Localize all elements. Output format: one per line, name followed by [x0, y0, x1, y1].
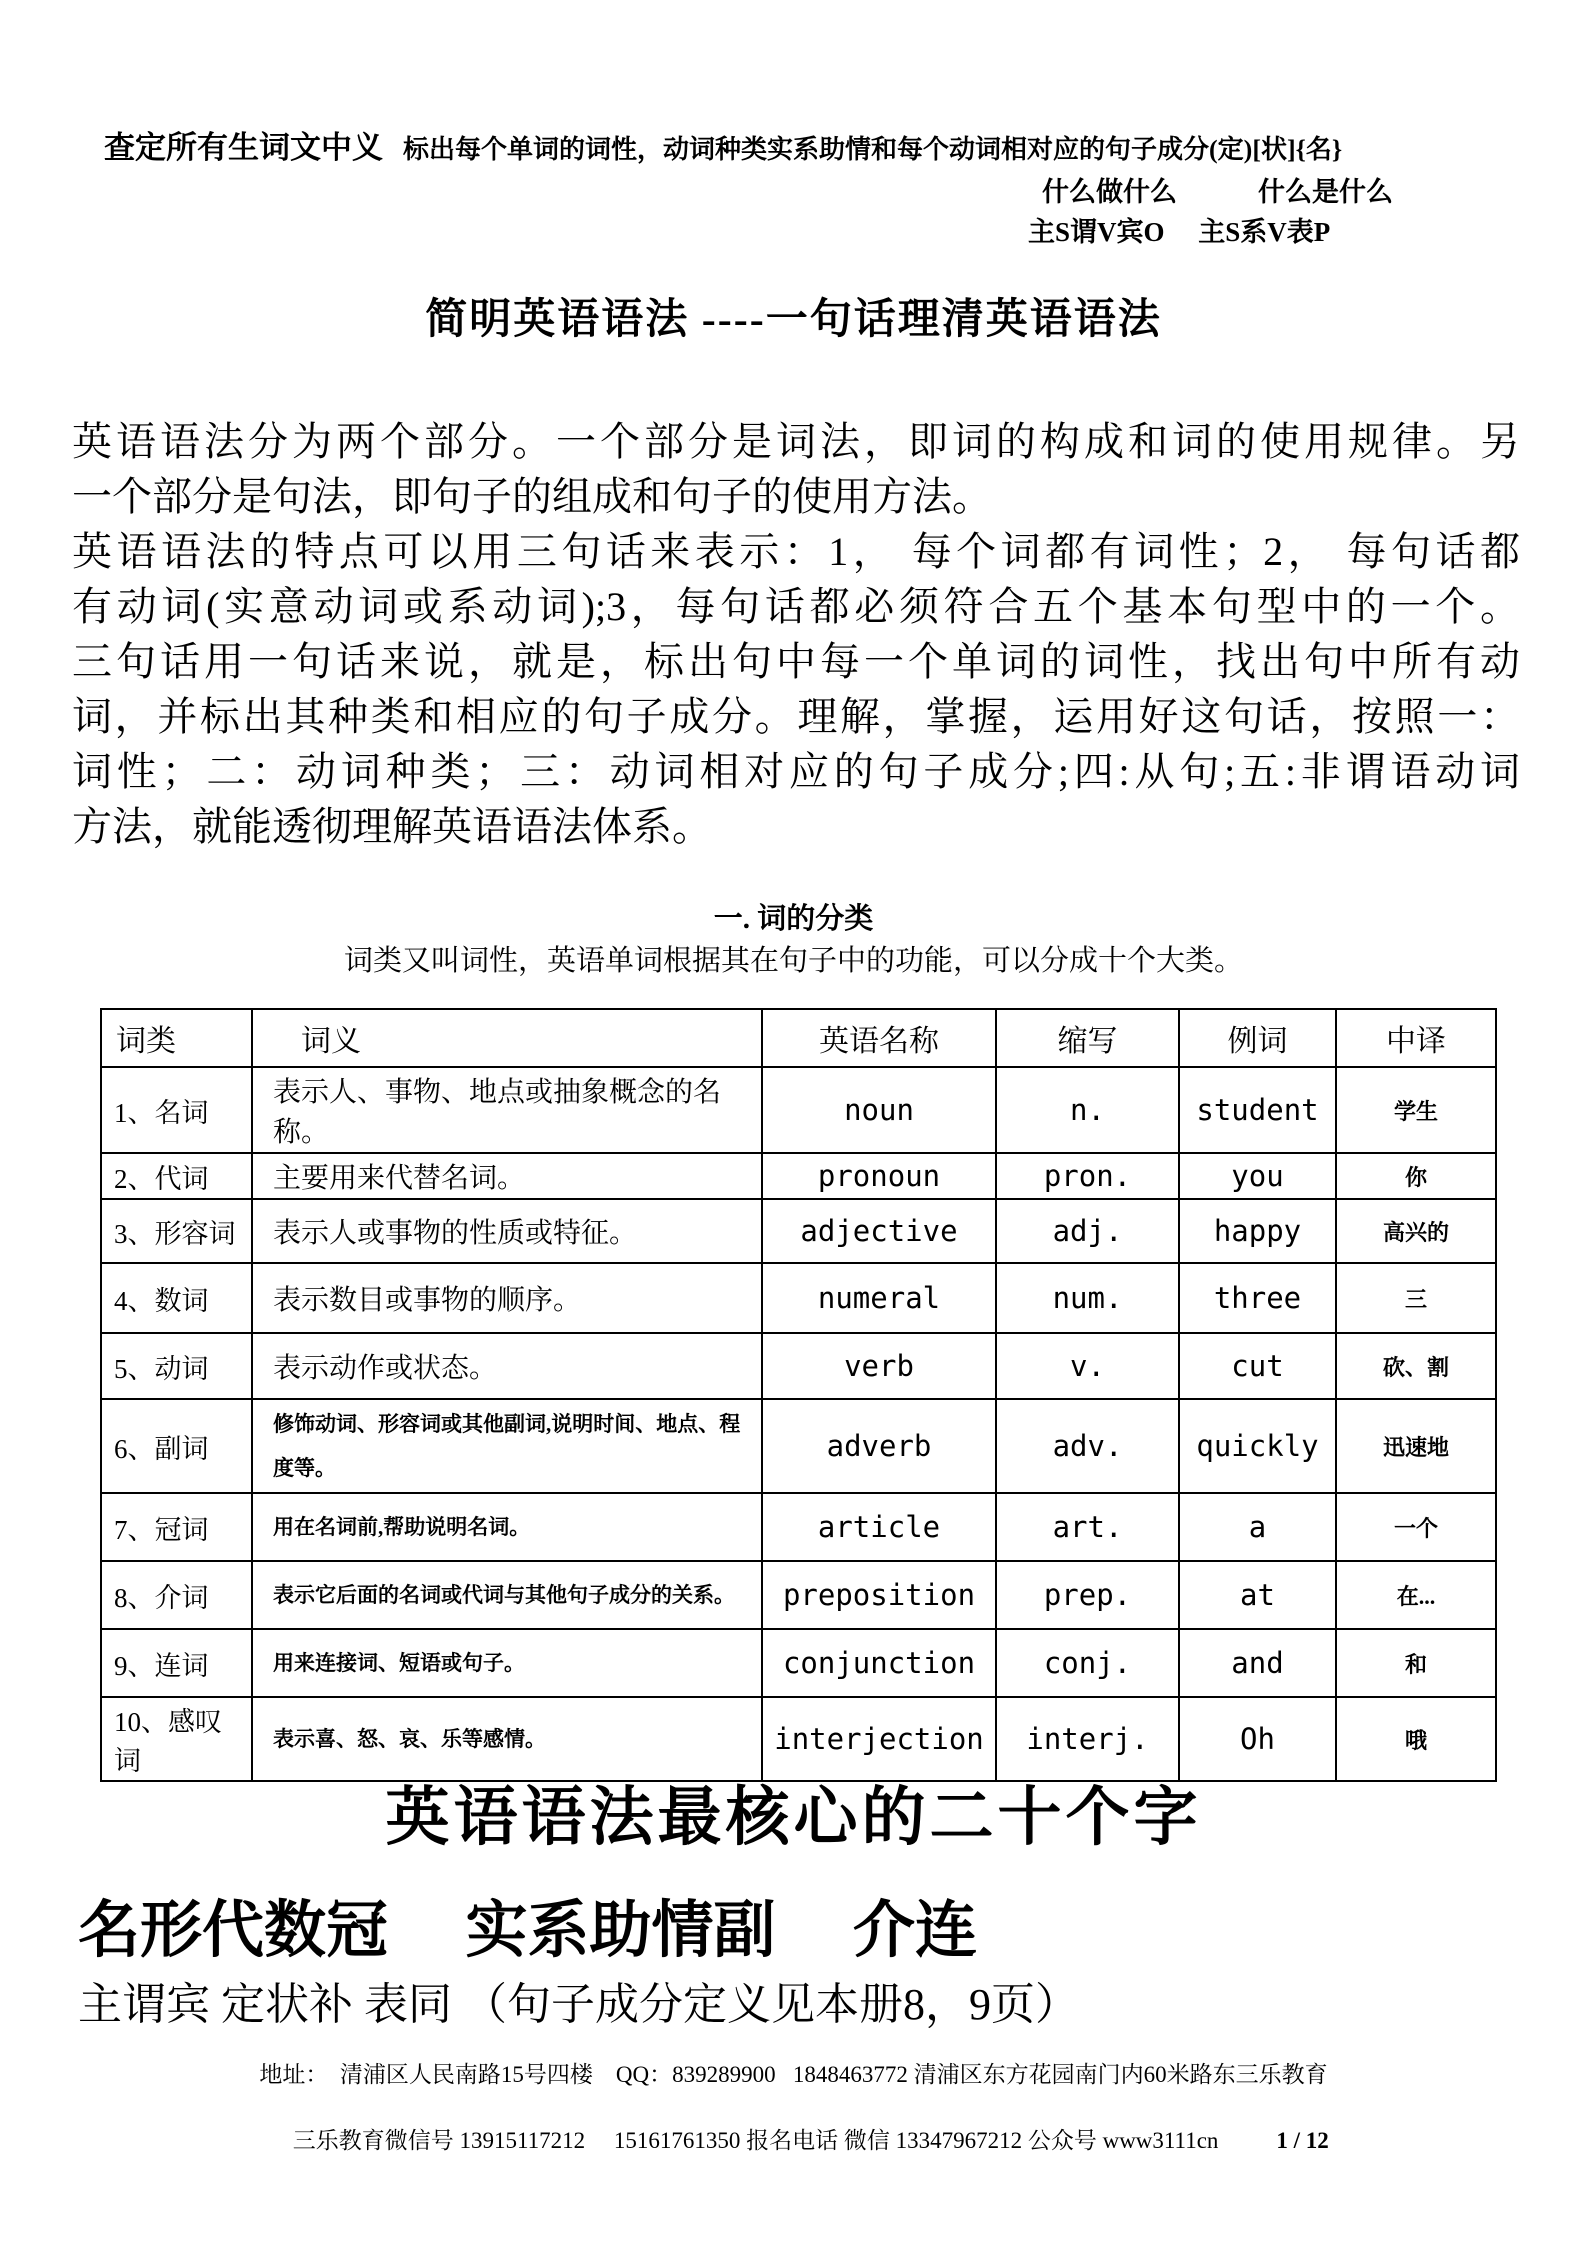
english-name-cell: conjunction: [762, 1629, 996, 1697]
chinese-translation-cell: 和: [1336, 1629, 1496, 1697]
abbreviation-cell: adv.: [996, 1399, 1179, 1493]
chinese-translation-cell: 三: [1336, 1263, 1496, 1333]
word-class-cell: 10、感叹词: [101, 1697, 252, 1781]
word-class-cell: 1、名词: [101, 1067, 252, 1153]
sentence-parts-line: 主谓宾 定状补 表同 （句子成分定义见本册8，9页）: [78, 1980, 1079, 2029]
chinese-translation-cell: 学生: [1336, 1067, 1496, 1153]
english-name-cell: pronoun: [762, 1153, 996, 1199]
table-row: [101, 1067, 1496, 1153]
top-annotation-line3: 主S谓V宾O 主S系V表P: [1028, 217, 1331, 247]
chinese-translation-cell: 一个: [1336, 1493, 1496, 1561]
example-word-cell: student: [1179, 1067, 1336, 1153]
word-classes-table: [100, 1008, 1497, 1782]
word-class-cell: 6、副词: [101, 1399, 252, 1493]
intro-paragraphs: [72, 414, 1520, 854]
intro-paragraph-line: 词性；二：动词种类；三：动词相对应的句子成分;四:从句;五:非谓语动词: [72, 749, 1520, 794]
page-number: 1 / 12: [1276, 2128, 1329, 2153]
example-word-cell: you: [1179, 1153, 1336, 1199]
chinese-translation-cell: 砍、割: [1336, 1333, 1496, 1399]
english-name-cell: interjection: [762, 1697, 996, 1781]
english-name-cell: preposition: [762, 1561, 996, 1629]
intro-paragraph-line: 英语语法分为两个部分。一个部分是词法，即词的构成和词的使用规律。另: [72, 419, 1520, 464]
intro-paragraph-line: 词，并标出其种类和相应的句子成分。理解，掌握，运用好这句话，按照一：: [72, 694, 1520, 739]
example-word-cell: cut: [1179, 1333, 1336, 1399]
english-name-cell: verb: [762, 1333, 996, 1399]
english-name-cell: adverb: [762, 1399, 996, 1493]
header-meaning: 词义: [252, 1009, 762, 1067]
footer-contact-line: [0, 2096, 1587, 2181]
word-class-cell: 3、形容词: [101, 1199, 252, 1263]
example-word-cell: three: [1179, 1263, 1336, 1333]
table-row: [101, 1333, 1496, 1399]
abbreviation-cell: n.: [996, 1067, 1179, 1153]
english-name-cell: adjective: [762, 1199, 996, 1263]
meaning-cell: 表示人、事物、地点或抽象概念的名称。: [252, 1067, 762, 1153]
abbreviation-cell: pron.: [996, 1153, 1179, 1199]
intro-paragraph-line: 有动词(实意动词或系动词);3，每句话都必须符合五个基本句型中的一个。: [72, 584, 1520, 629]
example-word-cell: at: [1179, 1561, 1336, 1629]
example-word-cell: happy: [1179, 1199, 1336, 1263]
meaning-cell: 表示动作或状态。: [252, 1333, 762, 1399]
table-row: [101, 1561, 1496, 1629]
footer-contact-text: 三乐教育微信号 13915117212 15161761350 报名电话 微信 13347967212 公众号 www3111cn: [292, 2128, 1219, 2153]
meaning-cell: 修饰动词、形容词或其他副词,说明时间、地点、程度等。: [252, 1399, 762, 1493]
abbreviation-cell: v.: [996, 1333, 1179, 1399]
english-name-cell: numeral: [762, 1263, 996, 1333]
word-class-cell: 5、动词: [101, 1333, 252, 1399]
word-class-cell: 2、代词: [101, 1153, 252, 1199]
abbreviation-cell: interj.: [996, 1697, 1179, 1781]
meaning-cell: 表示它后面的名词或代词与其他句子成分的关系。: [252, 1561, 762, 1629]
chinese-translation-cell: 高兴的: [1336, 1199, 1496, 1263]
meaning-cell: 用来连接词、短语或句子。: [252, 1629, 762, 1697]
meaning-cell: 表示人或事物的性质或特征。: [252, 1199, 762, 1263]
word-class-cell: 7、冠词: [101, 1493, 252, 1561]
footer-address-line: 地址： 清浦区人民南路15号四楼 QQ：839289900 1848463772 清浦区东方花园南门内60米路东三乐教育: [259, 2062, 1328, 2087]
header-word-class: 词类: [101, 1009, 252, 1067]
header-example-word: 例词: [1179, 1009, 1336, 1067]
core-words-line: 名形代数冠 实系助情副 介连: [78, 1897, 978, 1965]
meaning-cell: 主要用来代替名词。: [252, 1153, 762, 1199]
section-subheading: 词类又叫词性，英语单词根据其在句子中的功能，可以分成十个大类。: [343, 945, 1243, 977]
table-row: [101, 1399, 1496, 1493]
header-abbreviation: 缩写: [996, 1009, 1179, 1067]
table-row: [101, 1199, 1496, 1263]
table-row: [101, 1629, 1496, 1697]
example-word-cell: Oh: [1179, 1697, 1336, 1781]
meaning-cell: 用在名词前,帮助说明名词。: [252, 1493, 762, 1561]
example-word-cell: quickly: [1179, 1399, 1336, 1493]
table-body: [101, 1067, 1496, 1781]
word-class-cell: 8、介词: [101, 1561, 252, 1629]
intro-paragraph-line: 一个部分是句法，即句子的组成和句子的使用方法。: [72, 474, 992, 519]
page-title: 简明英语语法 ----一句话理清英语语法: [425, 297, 1162, 343]
abbreviation-cell: num.: [996, 1263, 1179, 1333]
english-name-cell: article: [762, 1493, 996, 1561]
meaning-cell: 表示数目或事物的顺序。: [252, 1263, 762, 1333]
top-annotation-line2: 什么做什么 什么是什么: [1042, 177, 1393, 207]
annotation-rest: 标出每个单词的词性，动词种类实系助情和每个动词相对应的句子成分(定)[状]{名}: [403, 135, 1343, 164]
english-name-cell: noun: [762, 1067, 996, 1153]
table-header-row: [101, 1009, 1496, 1067]
word-class-cell: 4、数词: [101, 1263, 252, 1333]
table-row: [101, 1263, 1496, 1333]
header-chinese-translation: 中译: [1336, 1009, 1496, 1067]
example-word-cell: and: [1179, 1629, 1336, 1697]
intro-paragraph-line: 英语语法的特点可以用三句话来表示：1， 每个词都有词性；2， 每句话都: [72, 529, 1520, 574]
header-english-name: 英语名称: [762, 1009, 996, 1067]
core-twenty-words-heading: 英语语法最核心的二十个字: [385, 1782, 1202, 1853]
chinese-translation-cell: 迅速地: [1336, 1399, 1496, 1493]
word-class-cell: 9、连词: [101, 1629, 252, 1697]
page-footer: [0, 2056, 1587, 2181]
example-word-cell: a: [1179, 1493, 1336, 1561]
intro-paragraph-line: 三句话用一句话来说，就是，标出句中每一个单词的词性，找出句中所有动: [72, 639, 1520, 684]
section-heading: 一. 词的分类: [713, 903, 874, 935]
annotation-lead: 查定所有生词文中义: [104, 130, 383, 165]
chinese-translation-cell: 哦: [1336, 1697, 1496, 1781]
abbreviation-cell: prep.: [996, 1561, 1179, 1629]
abbreviation-cell: art.: [996, 1493, 1179, 1561]
abbreviation-cell: conj.: [996, 1629, 1179, 1697]
chinese-translation-cell: 你: [1336, 1153, 1496, 1199]
chinese-translation-cell: 在...: [1336, 1561, 1496, 1629]
table-row: [101, 1153, 1496, 1199]
intro-paragraph-line: 方法，就能透彻理解英语语法体系。: [72, 804, 712, 849]
table-row: [101, 1493, 1496, 1561]
meaning-cell: 表示喜、怒、哀、乐等感情。: [252, 1697, 762, 1781]
abbreviation-cell: adj.: [996, 1199, 1179, 1263]
